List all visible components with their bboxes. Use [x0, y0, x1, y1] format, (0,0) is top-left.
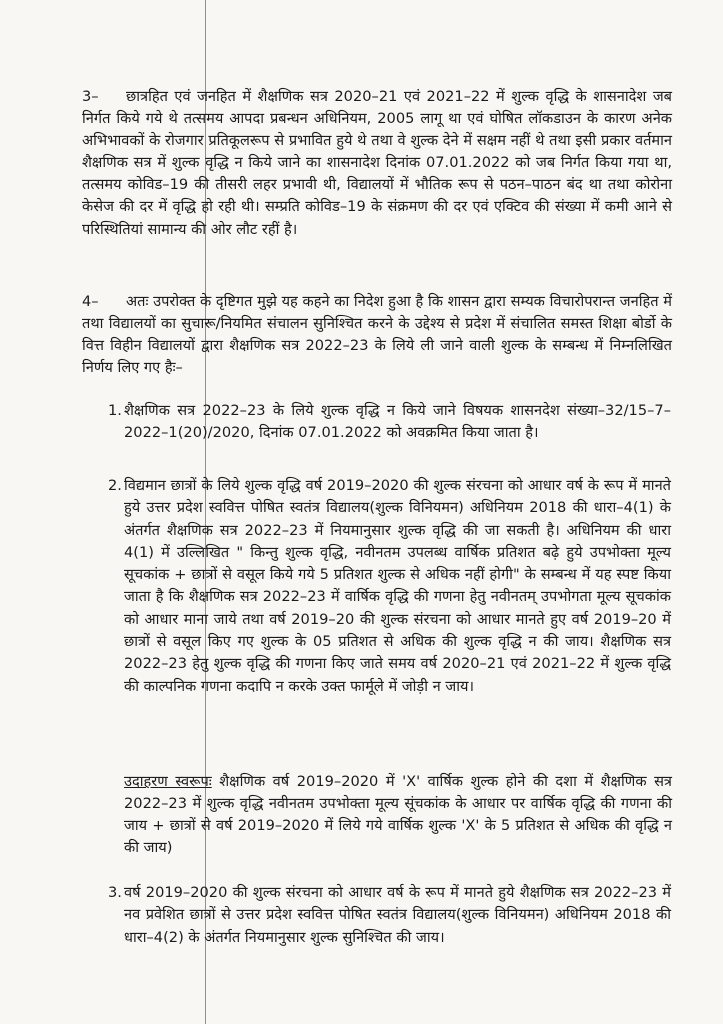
list-item-number: 3. — [108, 884, 122, 901]
paragraph-3 — [82, 86, 672, 241]
list-item — [108, 475, 671, 698]
list-item-text: वर्ष 2019–2020 की शुल्क संरचना को आधार वर्ष के रूप में मानते हुये शैक्षणिक सत्र 2022–23 में नव प्रवेशित छात्रों से उत्तर प्रदेश स्ववित्त पोषित स्वतंत्र विद्यालय(शुल्क विनियमन) अधिनियम 2018 की धारा–4(2) के अंतर्गत नियमानुसार शुल्क सुनिश्चित की जाय। — [124, 884, 671, 946]
list-item-text: विद्यमान छात्रों के लिये शुल्क वृद्धि वर्ष 2019–2020 की शुल्क संरचना को आधार वर्ष के रूप में मानते हुये उत्तर प्रदेश स्ववित्त पोषित स्वतंत्र विद्यालय(शुल्क विनियमन) अधिनियम 2018 की धारा–4(1) के अंतर्गत शैक्षणिक सत्र 2022–23 में नियमानुसार शुल्क वृद्धि की जा सकती है। अधिनियम की धारा 4(1) में उल्लिखित " किन्तु शुल्क वृद्धि, नवीनतम उपलब्ध वार्षिक प्रतिशत बढ़े हुये उपभोक्ता मूल्य सूचकांक + छात्रों से वसूल किये गये 5 प्रतिशत शुल्क से अधिक नहीं होगी" के सम्बन्ध में यह स्पष्ट किया जाता है कि शैक्षणिक सत्र 2022–23 में वार्षिक वृद्धि की गणना हेतु नवीनतम् उपभोगता मूल्य सूचकांक को आधार माना जाये तथा वर्ष 2019–20 की शुल्क संरचना को आधार मानते हुए वर्ष 2019–20 में छात्रों से वसूल किए गए शुल्क के 05 प्रतिशत से अधिक की शुल्क वृद्धि न की जाय। शैक्षणिक सत्र 2022–23 हेतु शुल्क वृद्धि की गणना किए जाते समय वर्ष 2020–21 एवं 2021–22 में शुल्क वृद्धि की काल्पनिक गणना कदापि न करके उक्त फार्मूले में जोड़ी न जाय। — [124, 477, 671, 695]
list-item — [108, 400, 671, 445]
list-item-number: 2. — [108, 477, 122, 494]
list-item-number: 1. — [108, 402, 122, 419]
paragraph-4 — [82, 291, 672, 379]
example-text: शैक्षणिक वर्ष 2019–2020 में 'X' वार्षिक शुल्क होने की दशा में शैक्षणिक सत्र 2022–23 में शुल्क वृद्धि नवीनतम उपभोक्ता मूल्य सूंचकांक के आधार पर वार्षिक वृद्धि की गणना की जाय + छात्रों से वर्ष 2019–2020 में लिये गये वार्षिक शुल्क 'X' के 5 प्रतिशत से अधिक की वृद्धि न की जाय) — [124, 773, 672, 857]
example-label: उदाहरण स्वरूपः — [124, 773, 212, 790]
list-item — [108, 882, 671, 949]
paragraph-number: 4– — [82, 293, 99, 310]
paragraph-text: अतः उपरोक्त के दृष्टिगत मुझे यह कहने का निदेश हुआ है कि शासन द्वारा सम्यक विचारोपरान्त जनहित में तथा विद्यालयों का सुचारू/नियमित संचालन सुनिश्चित करने के उद्देश्य से प्रदेश में संचालित समस्त शिक्षा बोर्डो के वित्त विहीन विद्यालयों द्वारा शैक्षणिक सत्र 2022–23 के लिये ली जाने वाली शुल्क के सम्बन्ध में निम्नलिखित निर्णय लिए गए हैः– — [82, 293, 672, 377]
paragraph-text: छात्रहित एवं जनहित में शैक्षणिक सत्र 2020–21 एवं 2021–22 में शुल्क वृद्धि के शासनादेश जब निर्गत किये गये थे तत्समय आपदा प्रबन्धन अधिनियम, 2005 लागू था एवं घोषित लॉकडाउन के कारण अनेक अभिभावकों के रोजगार प्रतिकूलरूप से प्रभावित हुये थे तथा वे शुल्क देने में सक्षम नहीं थे तथा इसी प्रकार वर्तमान शैक्षणिक सत्र में शुल्क वृद्धि न किये जाने का शासनादेश दिनांक 07.01.2022 को जब निर्गत किया गया था, तत्समय कोविड–19 की तीसरी लहर प्रभावी थी, विद्यालयों में भौतिक रूप से पठन–पाठन बंद था तथा कोरोना केसेज की दर में वृद्धि हो रही थी। सम्प्रति कोविड–19 के संक्रमण की दर एवं एक्टिव की संख्या में कमी आने से परिस्थितियां सामान्य की ओर लौट रहीं है। — [82, 88, 672, 238]
list-item-text: शैक्षणिक सत्र 2022–23 के लिये शुल्क वृद्धि न किये जाने विषयक शासनदेश संख्या–32/15–7–2022–1(20)/2020, दिनांक 07.01.2022 को अवक्रमित किया जाता है। — [124, 402, 671, 442]
paragraph-number: 3– — [82, 88, 99, 105]
example-note — [124, 771, 672, 859]
